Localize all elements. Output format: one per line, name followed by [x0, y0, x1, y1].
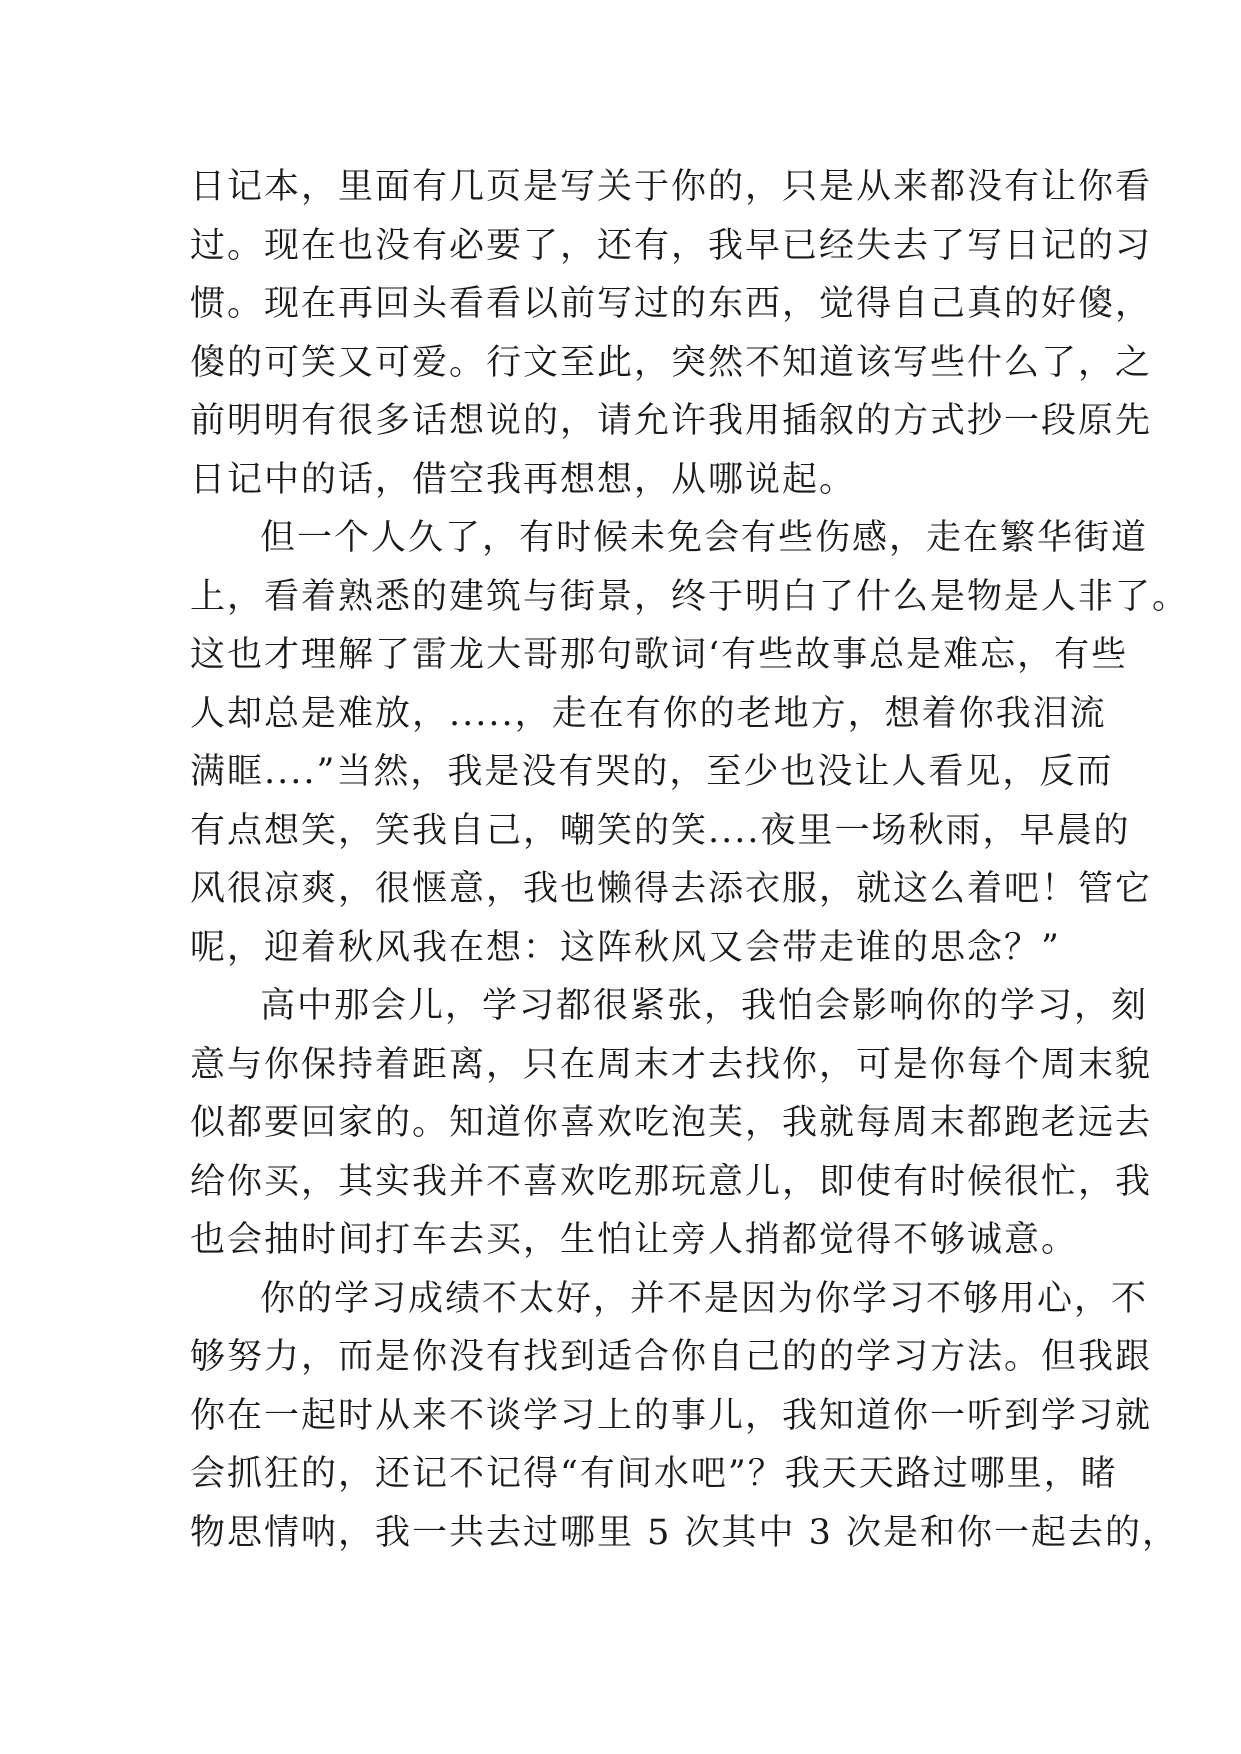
text-line: 你在一起时从来不谈学习上的事儿，我知道你一听到学习就: [190, 1395, 1153, 1436]
text-line: 上，看着熟悉的建筑与街景，终于明白了什么是物是人非了。: [190, 576, 1190, 617]
text-line: 傻的可笑又可爱。行文至此，突然不知道该写些什么了，之: [190, 342, 1153, 383]
text-line: 前明明有很多话想说的，请允许我用插叙的方式抄一段原先: [190, 401, 1153, 441]
text-line: 这也才理解了雷龙大哥那句歌词‘有些故事总是难忘，有些: [190, 635, 1129, 675]
text-line: 会抓狂的，还记不记得“有间水吧”？我天天路过哪里，睹: [190, 1454, 1118, 1494]
text-line: 似都要回家的。知道你喜欢吃泡芙，我就每周末都跑老远去: [190, 1103, 1153, 1143]
document-body: [190, 158, 1190, 1562]
text-line: 给你买，其实我并不喜欢吃那玩意儿，即使有时候很忙，我: [190, 1161, 1153, 1202]
text-line: 人却总是难放，.....，走在有你的老地方，想着你我泪流: [190, 693, 1107, 734]
text-line: 但一个人久了，有时候未免会有些伤感，走在繁华街道: [260, 518, 1149, 558]
text-line: 日记中的话，借空我再想想，从哪说起。: [190, 459, 857, 500]
text-line: 你的学习成绩不太好，并不是因为你学习不够用心，不: [260, 1278, 1149, 1319]
text-line: 风很凉爽，很惬意，我也懒得去添衣服，就这么着吧！管它: [190, 869, 1153, 909]
text-line: 呢，迎着秋风我在想：这阵秋风又会带走谁的思念？”: [190, 927, 1061, 968]
text-line: 有点想笑，笑我自己，嘲笑的笑....夜里一场秋雨，早晨的: [190, 810, 1131, 851]
text-line: 意与你保持着距离，只在周末才去找你，可是你每个周末貌: [190, 1044, 1153, 1085]
text-line: 也会抽时间打车去买，生怕让旁人捎都觉得不够诚意。: [190, 1220, 1079, 1260]
text-line: 物思情呐，我一共去过哪里 5 次其中 3 次是和你一起去的，: [190, 1512, 1180, 1553]
text-line: 高中那会儿，学习都很紧张，我怕会影响你的学习，刻: [260, 986, 1149, 1026]
text-line: 过。现在也没有必要了，还有，我早已经失去了写日记的习: [190, 225, 1153, 266]
text-line: 满眶....”当然，我是没有哭的，至少也没让人看见，反而: [190, 752, 1114, 792]
text-line: 够努力，而是你没有找到适合你自己的的学习方法。但我跟: [190, 1337, 1153, 1377]
text-line: 日记本，里面有几页是写关于你的，只是从来都没有让你看: [190, 167, 1153, 207]
text-line: 惯。现在再回头看看以前写过的东西，觉得自己真的好傻，: [190, 284, 1153, 324]
